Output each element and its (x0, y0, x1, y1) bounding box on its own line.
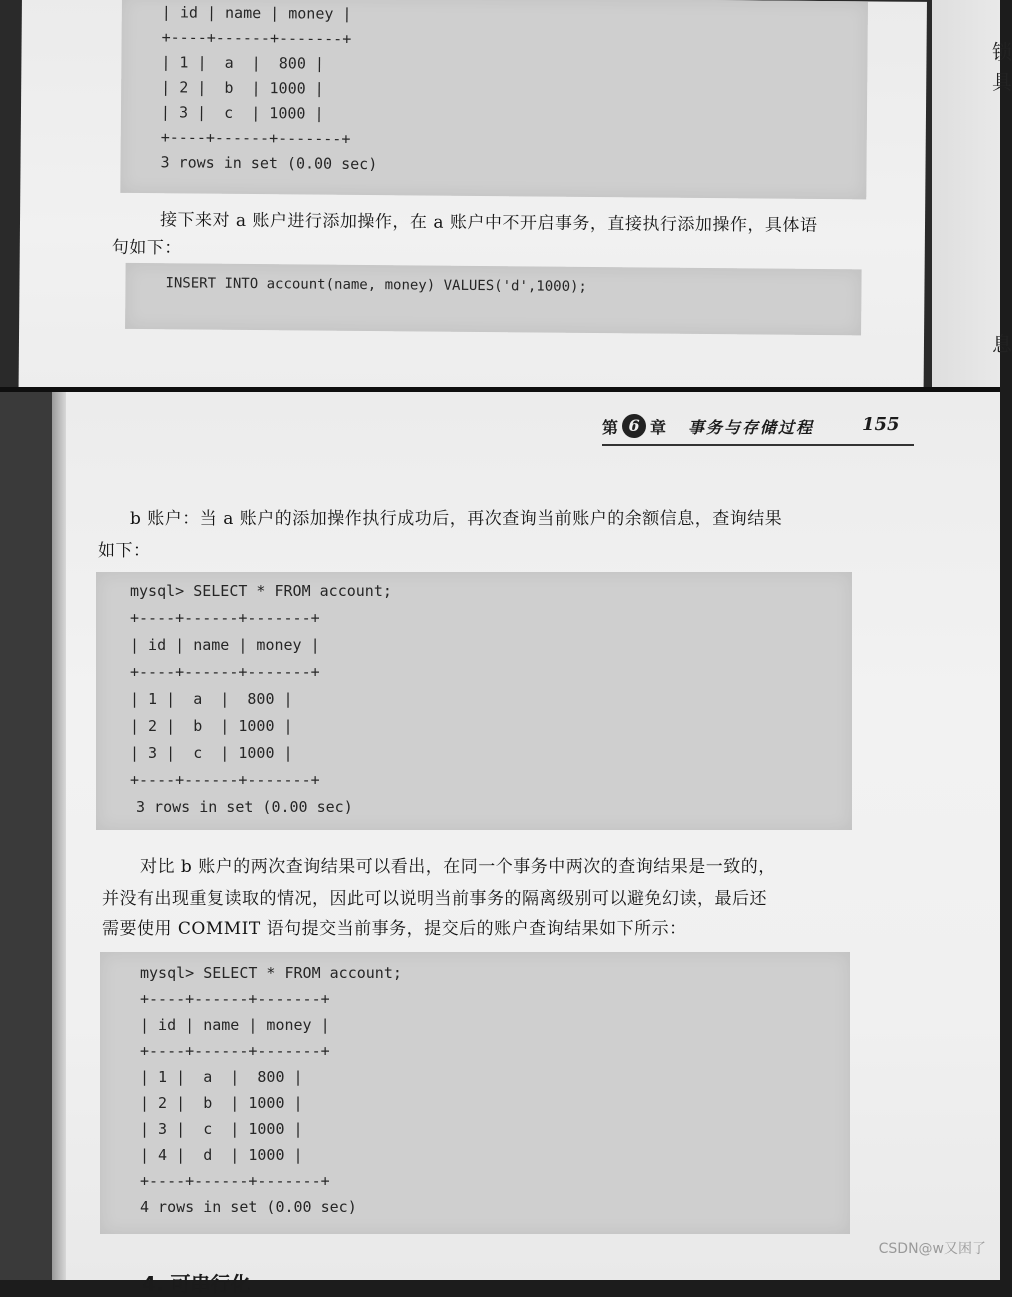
code-line: 4 rows in set (0.00 sec) (140, 1198, 357, 1216)
code-line: +----+------+-------+ (160, 128, 351, 148)
code-line: +----+------+-------+ (140, 1042, 330, 1060)
adjacent-page-glyph: 具 (992, 70, 1012, 94)
chapter-suffix: 章 (650, 417, 667, 437)
insert-statement-block (125, 263, 862, 335)
header-rule (602, 444, 914, 446)
paragraph-line: 句如下： (111, 237, 182, 259)
paragraph-line: 对比 b 账户的两次查询结果可以看出，在同一个事务中两次的查询结果是一致的， (140, 857, 776, 877)
paragraph-line: 如下： (98, 541, 151, 561)
code-line: | 3 | c | 1000 | (130, 744, 293, 762)
paragraph-line: 接下来对 a 账户进行添加操作，在 a 账户中不开启事务，直接执行添加操作，具体语 (159, 210, 818, 236)
code-line: mysql> SELECT * FROM account; (140, 964, 402, 982)
code-line: +----+------+-------+ (130, 771, 320, 789)
query-result-block-2 (100, 952, 850, 1234)
section-heading: 4. 可串行化 (142, 1272, 251, 1296)
running-header (602, 414, 814, 438)
code-line: | 2 | b | 1000 | (130, 717, 293, 735)
paragraph-line: 并没有出现重复读取的情况，因此可以说明当前事务的隔离级别可以避免幻读，最后还 (102, 889, 767, 909)
adjacent-page-glyph: 锁 (992, 40, 1012, 64)
code-line: | 1 | a | 800 | (140, 1068, 303, 1086)
code-line: | id | name | money | (161, 3, 352, 23)
code-line: | 4 | d | 1000 | (140, 1146, 303, 1164)
code-line: | 3 | c | 1000 | (140, 1120, 303, 1138)
bottom-photo (0, 392, 1000, 1296)
code-line: | 1 | a | 800 | (130, 690, 293, 708)
code-line: | id | name | money | (140, 1016, 330, 1034)
paragraph-line: b 账户：当 a 账户的添加操作执行成功后，再次查询当前账户的余额信息，查询结果 (130, 509, 783, 529)
chapter-prefix: 第 (602, 417, 619, 437)
chapter-number-badge: 6 (622, 414, 646, 438)
code-line: +----+------+-------+ (140, 1172, 330, 1190)
code-line: +----+------+-------+ (130, 609, 320, 627)
top-book-page (19, 0, 927, 397)
insert-sql: INSERT INTO account(name, money) VALUES('d',1000); (165, 275, 587, 295)
code-line: +----+------+-------+ (130, 663, 320, 681)
csdn-watermark: CSDN@w又困了 (878, 1241, 986, 1257)
top-photo (0, 0, 1012, 392)
bottom-book-page (62, 392, 1000, 1296)
code-line: | 1 | a | 800 | (161, 53, 325, 73)
query-result-block-1 (96, 572, 852, 830)
code-line: +----+------+-------+ (161, 28, 352, 48)
code-line: 3 rows in set (0.00 sec) (136, 798, 353, 816)
code-line: | 3 | c | 1000 | (160, 103, 324, 123)
code-line: | id | name | money | (130, 636, 320, 654)
code-line: mysql> SELECT * FROM account; (130, 582, 392, 600)
query-result-block-top (120, 0, 868, 199)
chapter-title: 事务与存储过程 (688, 417, 815, 437)
code-line: | 2 | b | 1000 | (140, 1094, 303, 1112)
adjacent-page-glyph: 息 (992, 332, 1012, 356)
code-line: +----+------+-------+ (140, 990, 330, 1008)
adjacent-page-edge (932, 0, 1000, 392)
paragraph-line: 需要使用 COMMIT 语句提交当前事务，提交后的账户查询结果如下所示： (102, 919, 687, 939)
code-line: 3 rows in set (0.00 sec) (160, 153, 378, 174)
page-number: 155 (862, 414, 900, 435)
code-line: | 2 | b | 1000 | (161, 78, 324, 98)
